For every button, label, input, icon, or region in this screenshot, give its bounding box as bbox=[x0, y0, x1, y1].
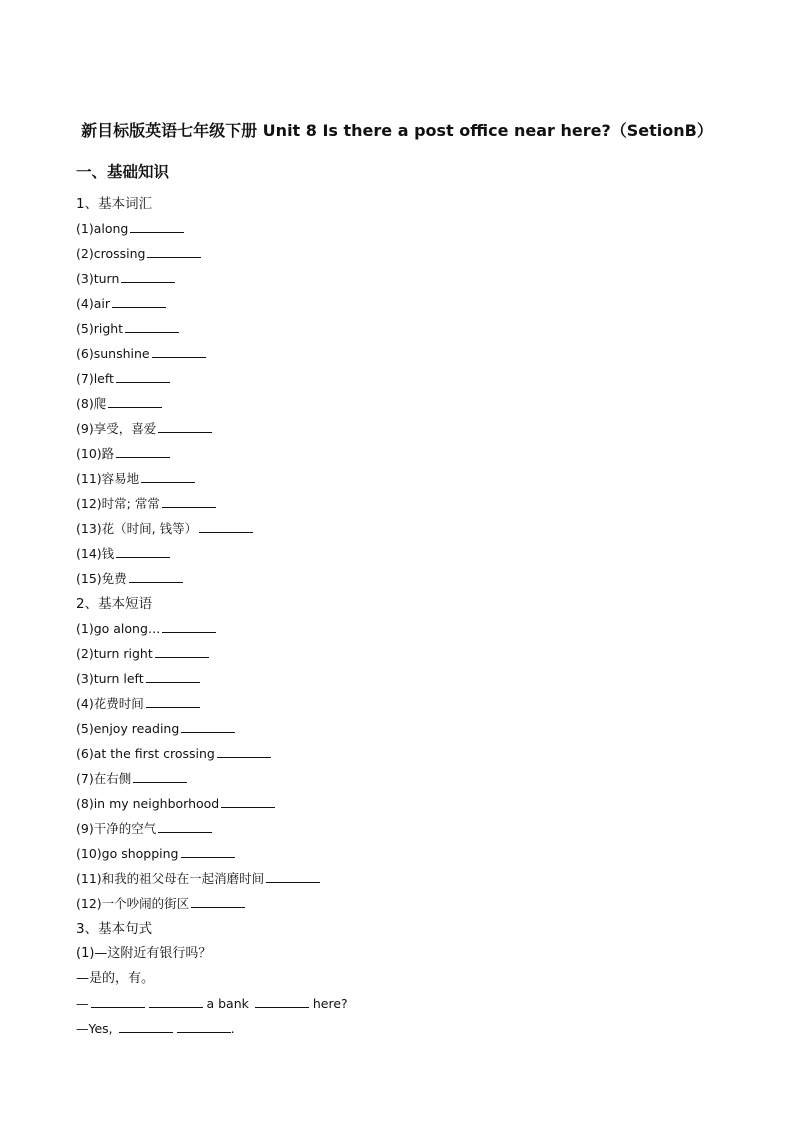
vocab-item-label: (11)容易地 bbox=[76, 471, 140, 486]
sentence-answer-1: —是的，有。 bbox=[76, 971, 155, 986]
phrase-item bbox=[76, 794, 736, 819]
sentence-question-1: (1)—这附近有银行吗？ bbox=[76, 946, 212, 961]
phrase-item-label: (4)花费时间 bbox=[76, 696, 144, 711]
dash: — bbox=[76, 996, 89, 1011]
vocab-item bbox=[76, 319, 736, 344]
phrase-item-label: (3)turn left bbox=[76, 671, 144, 686]
answer-blank[interactable] bbox=[158, 431, 212, 433]
answer-blank[interactable] bbox=[155, 656, 209, 658]
vocab-item bbox=[76, 419, 736, 444]
phrase-item bbox=[76, 744, 736, 769]
section-heading-basics: 一、基础知识 bbox=[76, 163, 170, 181]
phrases-heading: 2、基本短语 bbox=[76, 596, 153, 612]
vocab-list bbox=[76, 219, 736, 594]
vocab-item bbox=[76, 519, 736, 544]
answer-blank[interactable] bbox=[162, 631, 216, 633]
phrase-item-label: (6)at the first crossing bbox=[76, 746, 215, 761]
answer-blank[interactable] bbox=[158, 831, 212, 833]
sentences-heading: 3、基本句式 bbox=[76, 921, 153, 937]
phrase-item bbox=[76, 669, 736, 694]
phrase-item-label: (8)in my neighborhood bbox=[76, 796, 220, 811]
answer-blank[interactable] bbox=[112, 306, 166, 308]
phrase-item-label: (9)干净的空气 bbox=[76, 821, 157, 836]
phrase-item bbox=[76, 619, 736, 644]
answer-blank[interactable] bbox=[266, 881, 320, 883]
vocab-item-label: (1)along bbox=[76, 221, 129, 236]
answer-blank[interactable] bbox=[119, 1031, 173, 1033]
phrase-item bbox=[76, 694, 736, 719]
answer-blank[interactable] bbox=[162, 506, 216, 508]
answer-blank[interactable] bbox=[121, 281, 175, 283]
answer-blank[interactable] bbox=[177, 1031, 231, 1033]
answer-blank[interactable] bbox=[191, 906, 245, 908]
sentence-blank-line-2 bbox=[76, 1019, 736, 1044]
exercise-content bbox=[76, 194, 736, 1044]
phrase-item bbox=[76, 894, 736, 919]
answer-blank[interactable] bbox=[141, 481, 195, 483]
answer-blank[interactable] bbox=[221, 806, 275, 808]
phrase-item bbox=[76, 844, 736, 869]
answer-blank[interactable] bbox=[181, 731, 235, 733]
phrase-item bbox=[76, 769, 736, 794]
phrase-item bbox=[76, 644, 736, 669]
vocab-item-label: (8)爬 bbox=[76, 396, 107, 411]
answer-blank[interactable] bbox=[129, 581, 183, 583]
phrase-item-label: (5)enjoy reading bbox=[76, 721, 180, 736]
vocab-item bbox=[76, 544, 736, 569]
vocab-item-label: (14)钱 bbox=[76, 546, 115, 561]
phrase-item-label: (2)turn right bbox=[76, 646, 153, 661]
answer-blank[interactable] bbox=[116, 381, 170, 383]
vocab-item bbox=[76, 269, 736, 294]
answer-blank[interactable] bbox=[116, 456, 170, 458]
answer-blank[interactable] bbox=[130, 231, 184, 233]
vocab-item bbox=[76, 294, 736, 319]
sentence-text: . bbox=[230, 1021, 235, 1036]
vocab-item bbox=[76, 244, 736, 269]
vocab-item-label: (13)花（时间, 钱等） bbox=[76, 521, 198, 536]
phrase-item-label: (1)go along… bbox=[76, 621, 161, 636]
vocab-item-label: (6)sunshine bbox=[76, 346, 150, 361]
vocab-item bbox=[76, 369, 736, 394]
phrase-item bbox=[76, 819, 736, 844]
phrase-item bbox=[76, 719, 736, 744]
vocab-heading: 1、基本词汇 bbox=[76, 196, 153, 212]
vocab-item-label: (12)时常; 常常 bbox=[76, 496, 160, 511]
vocab-item-label: (4)air bbox=[76, 296, 110, 311]
vocab-item bbox=[76, 469, 736, 494]
sentence-blank-line-1 bbox=[76, 994, 736, 1019]
vocab-item bbox=[76, 494, 736, 519]
answer-blank[interactable] bbox=[147, 256, 201, 258]
vocab-item-label: (3)turn bbox=[76, 271, 120, 286]
answer-blank[interactable] bbox=[199, 531, 253, 533]
page-title: 新目标版英语七年级下册 Unit 8 Is there a post office near here?（SetionB） bbox=[81, 121, 713, 140]
answer-blank[interactable] bbox=[125, 331, 179, 333]
vocab-item bbox=[76, 444, 736, 469]
sentence-text: here? bbox=[312, 996, 348, 1011]
answer-blank[interactable] bbox=[133, 781, 187, 783]
answer-blank[interactable] bbox=[108, 406, 162, 408]
vocab-item-label: (7)left bbox=[76, 371, 114, 386]
phrase-item-label: (12)一个吵闹的街区 bbox=[76, 896, 190, 911]
vocab-item-label: (10)路 bbox=[76, 446, 115, 461]
vocab-item-label: (15)免费 bbox=[76, 571, 127, 586]
phrase-item-label: (11)和我的祖父母在一起消磨时间 bbox=[76, 871, 265, 886]
answer-blank[interactable] bbox=[152, 356, 206, 358]
vocab-item-label: (5)right bbox=[76, 321, 124, 336]
phrase-item-label: (10)go shopping bbox=[76, 846, 179, 861]
sentence-text: —Yes, bbox=[76, 1021, 113, 1036]
answer-blank[interactable] bbox=[116, 556, 170, 558]
vocab-item bbox=[76, 344, 736, 369]
sentence-text: a bank bbox=[206, 996, 249, 1011]
vocab-item bbox=[76, 569, 736, 594]
answer-blank[interactable] bbox=[91, 1006, 145, 1008]
vocab-item bbox=[76, 219, 736, 244]
phrase-item-label: (7)在右侧 bbox=[76, 771, 132, 786]
answer-blank[interactable] bbox=[146, 706, 200, 708]
answer-blank[interactable] bbox=[149, 1006, 203, 1008]
vocab-item-label: (9)享受，喜爱 bbox=[76, 421, 157, 436]
answer-blank[interactable] bbox=[181, 856, 235, 858]
answer-blank[interactable] bbox=[217, 756, 271, 758]
answer-blank[interactable] bbox=[255, 1006, 309, 1008]
vocab-item-label: (2)crossing bbox=[76, 246, 146, 261]
answer-blank[interactable] bbox=[146, 681, 200, 683]
phrase-list bbox=[76, 619, 736, 919]
phrase-item bbox=[76, 869, 736, 894]
vocab-item bbox=[76, 394, 736, 419]
